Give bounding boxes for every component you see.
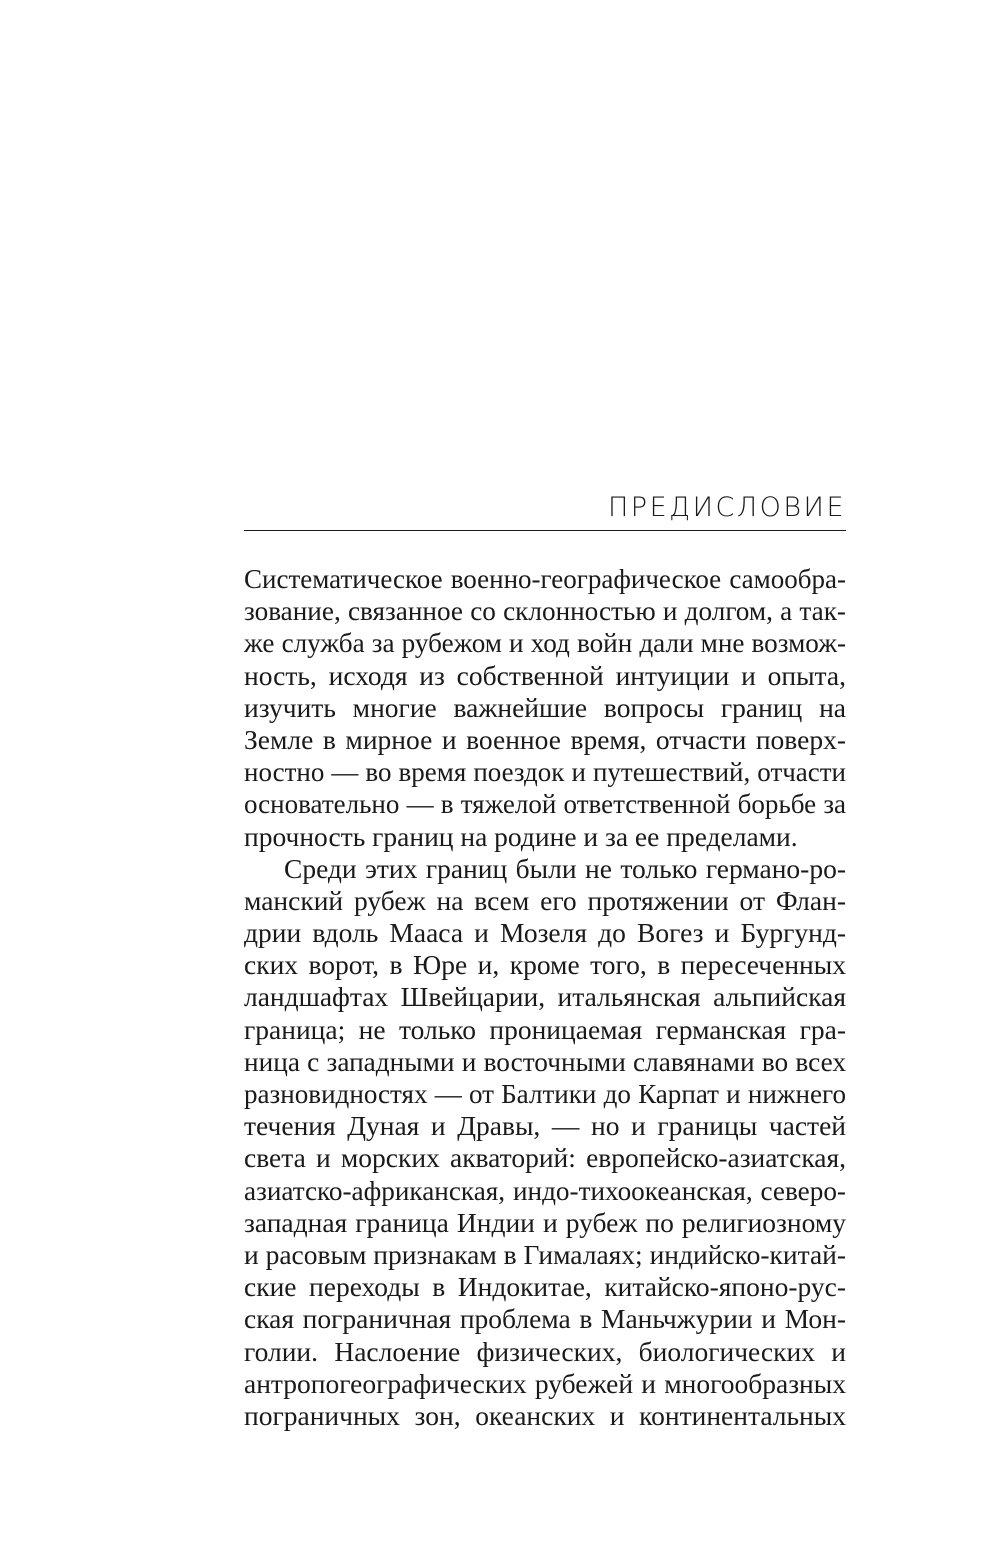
text-line: голии. Наслоение физических, биологических и [244, 1335, 846, 1367]
paragraph-2 [244, 853, 846, 1432]
text-line: прочность границ на родине и за ее пределами. [244, 820, 798, 852]
text-line: ская пограничная проблема в Маньчжурии и Мон- [244, 1303, 846, 1335]
text-line: западная граница Индии и рубеж по религиозному [244, 1206, 846, 1238]
text-line: ландшафтах Швейцарии, итальянская альпийская [244, 981, 846, 1013]
text-line: ских ворот, в Юре и, кроме того, в пересеченных [244, 949, 846, 981]
text-line: течения Дуная и Дравы, — но и границы частей [244, 1110, 846, 1142]
chapter-title: ПРЕДИСЛОВИЕ [607, 492, 846, 523]
text-line: изучить многие важнейшие вопросы границ на [244, 691, 846, 723]
paragraph-1 [244, 563, 846, 853]
text-line: Земле в мирное и военное время, отчасти поверх- [244, 723, 846, 755]
text-line: ские переходы в Индокитае, китайско-японо-рус- [244, 1271, 846, 1303]
text-line: разновидностях — от Балтики до Карпат и нижнего [244, 1079, 846, 1109]
title-divider [244, 530, 846, 531]
text-line: основательно — в тяжелой ответственной борьбе за [244, 789, 846, 820]
text-line: дрии вдоль Мааса и Мозеля до Вогез и Бургунд- [244, 917, 846, 949]
text-line: ность, исходя из собственной интуиции и опыта, [244, 659, 846, 691]
text-line: света и морских акваторий: европейско-азиатская, [244, 1142, 846, 1174]
text-line: и расовым признакам в Гималаях; индийско-китай- [244, 1238, 847, 1270]
text-line: зование, связанное со склонностью и долгом, а так- [244, 596, 846, 627]
text-line: ница с западными и восточными славянами во всех [244, 1046, 846, 1077]
body-text [244, 563, 846, 1432]
text-line: антропогеографических рубежей и многообразных [244, 1367, 846, 1399]
text-line: манский рубеж на всем его протяжении от Флан- [244, 884, 846, 916]
text-line: ностно — во время поездок и путешествий, отчасти [244, 757, 846, 788]
text-line: Среди этих границ были не только германо-ро- [284, 852, 846, 884]
text-line: азиатско-африканская, индо-тихоокеанская, северо- [244, 1175, 846, 1206]
text-line: Систематическое военно-географическое самообра- [244, 564, 846, 594]
text-line: пограничных зон, океанских и континентальных [244, 1399, 846, 1431]
text-line: же служба за рубежом и ход войн дали мне возмож- [244, 628, 846, 659]
text-line: граница; не только проницаемая германская гра- [244, 1013, 846, 1045]
